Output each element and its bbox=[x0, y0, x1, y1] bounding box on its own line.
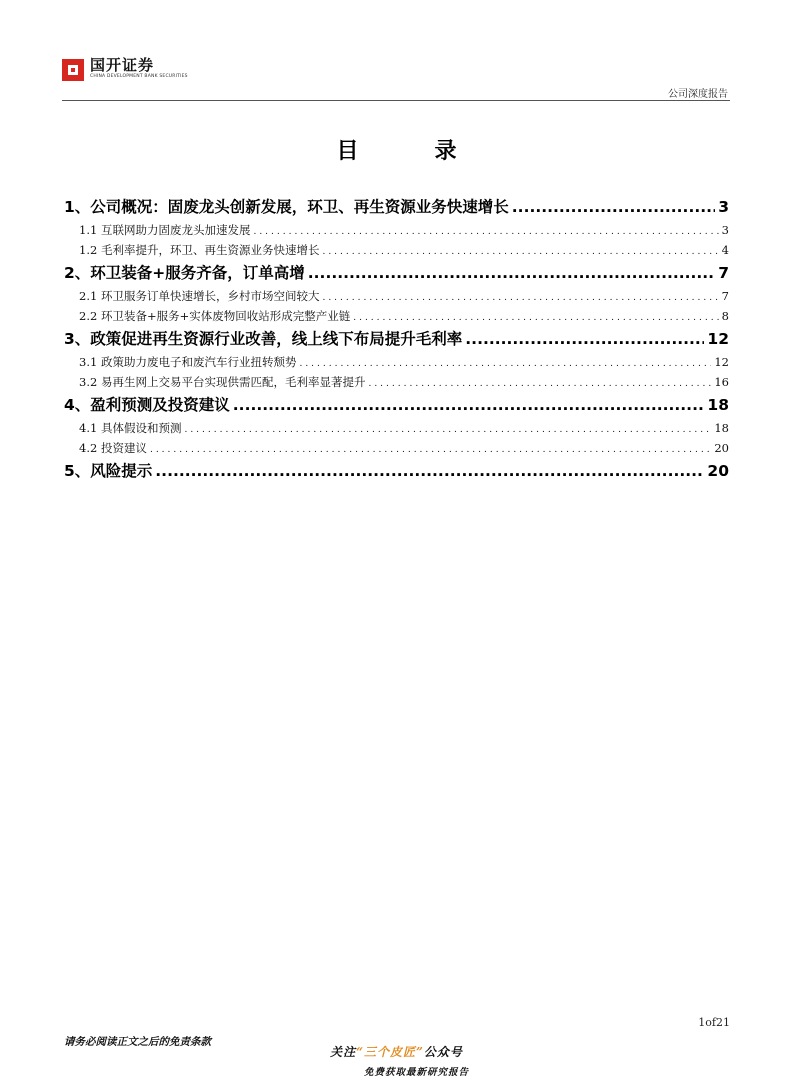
toc-dot-leader bbox=[184, 418, 711, 440]
toc-entry-title: 5、风险提示 bbox=[64, 462, 153, 480]
promo-subtitle: 免费获取最新研究报告 bbox=[363, 1067, 469, 1078]
promo-suffix: 公众号 bbox=[423, 1045, 463, 1059]
toc-entry-title: 2、环卫装备+服务齐备，订单高增 bbox=[64, 264, 305, 282]
toc-entry-page: 12 bbox=[714, 355, 729, 369]
table-of-contents bbox=[64, 194, 729, 484]
logo-name-cn: 国开证券 bbox=[90, 56, 155, 74]
toc-subsection-entry[interactable] bbox=[64, 352, 729, 372]
toc-section-entry[interactable] bbox=[64, 458, 729, 484]
toc-entry-page: 20 bbox=[714, 441, 729, 455]
promo-banner bbox=[0, 1043, 793, 1078]
toc-subsection-entry[interactable] bbox=[64, 286, 729, 306]
page-number: 1of21 bbox=[698, 1016, 730, 1029]
toc-dot-leader bbox=[368, 372, 711, 394]
page-header bbox=[62, 52, 730, 104]
company-logo bbox=[62, 56, 188, 92]
toc-dot-leader bbox=[465, 326, 704, 352]
toc-subsection-entry[interactable] bbox=[64, 240, 729, 260]
toc-entry-page: 20 bbox=[707, 462, 729, 480]
toc-entry-title: 4.1 具体假设和预测 bbox=[79, 421, 182, 435]
toc-subsection-entry[interactable] bbox=[64, 372, 729, 392]
toc-entry-title: 3、政策促进再生资源行业改善，线上线下布局提升毛利率 bbox=[64, 330, 463, 348]
toc-title: 目录 bbox=[336, 139, 533, 164]
toc-entry-page: 7 bbox=[721, 289, 729, 303]
toc-entry-page: 12 bbox=[707, 330, 729, 348]
toc-subsection-entry[interactable] bbox=[64, 220, 729, 240]
toc-dot-leader bbox=[233, 392, 705, 418]
logo-name-en: CHINA DEVELOPMENT BANK SECURITIES bbox=[90, 74, 188, 79]
toc-dot-leader bbox=[512, 194, 715, 220]
toc-entry-title: 1.1 互联网助力固废龙头加速发展 bbox=[79, 223, 251, 237]
toc-entry-title: 2.2 环卫装备+服务+实体废物回收站形成完整产业链 bbox=[79, 309, 351, 323]
toc-section-entry[interactable] bbox=[64, 260, 729, 286]
toc-subsection-entry[interactable] bbox=[64, 418, 729, 438]
toc-entry-title: 4.2 投资建议 bbox=[79, 441, 147, 455]
logo-mark-icon bbox=[62, 59, 84, 81]
toc-entry-title: 1、公司概况：固废龙头创新发展，环卫、再生资源业务快速增长 bbox=[64, 198, 509, 216]
toc-entry-title: 2.1 环卫服务订单快速增长，乡村市场空间较大 bbox=[79, 289, 320, 303]
disclaimer-notice: 请务必阅读正文之后的免责条款 bbox=[64, 1036, 211, 1048]
toc-dot-leader bbox=[299, 352, 711, 374]
promo-prefix: 关注 bbox=[330, 1045, 357, 1059]
report-type-label: 公司深度报告 bbox=[668, 89, 728, 100]
toc-entry-title: 3.2 易再生网上交易平台实现供需匹配，毛利率显著提升 bbox=[79, 375, 366, 389]
toc-entry-title: 3.1 政策助力废电子和废汽车行业扭转颓势 bbox=[79, 355, 297, 369]
toc-dot-leader bbox=[253, 220, 718, 242]
toc-entry-page: 8 bbox=[721, 309, 729, 323]
toc-section-entry[interactable] bbox=[64, 194, 729, 220]
toc-entry-page: 7 bbox=[718, 264, 729, 282]
toc-dot-leader bbox=[150, 438, 711, 460]
toc-entry-page: 16 bbox=[714, 375, 729, 389]
toc-entry-title: 4、盈利预测及投资建议 bbox=[64, 396, 230, 414]
toc-subsection-entry[interactable] bbox=[64, 438, 729, 458]
toc-dot-leader bbox=[322, 240, 718, 262]
header-divider bbox=[62, 100, 730, 101]
toc-section-entry[interactable] bbox=[64, 326, 729, 352]
toc-entry-page: 4 bbox=[721, 243, 729, 257]
toc-entry-page: 3 bbox=[721, 223, 729, 237]
toc-section-entry[interactable] bbox=[64, 392, 729, 418]
toc-dot-leader bbox=[308, 260, 715, 286]
toc-entry-page: 18 bbox=[707, 396, 729, 414]
toc-dot-leader bbox=[155, 458, 704, 484]
toc-subsection-entry[interactable] bbox=[64, 306, 729, 326]
toc-entry-page: 18 bbox=[714, 421, 729, 435]
toc-entry-title: 1.2 毛利率提升，环卫、再生资源业务快速增长 bbox=[79, 243, 320, 257]
toc-entry-page: 3 bbox=[718, 198, 729, 216]
toc-dot-leader bbox=[353, 306, 718, 328]
toc-dot-leader bbox=[322, 286, 718, 308]
promo-highlight: “三个皮匠” bbox=[356, 1045, 424, 1059]
